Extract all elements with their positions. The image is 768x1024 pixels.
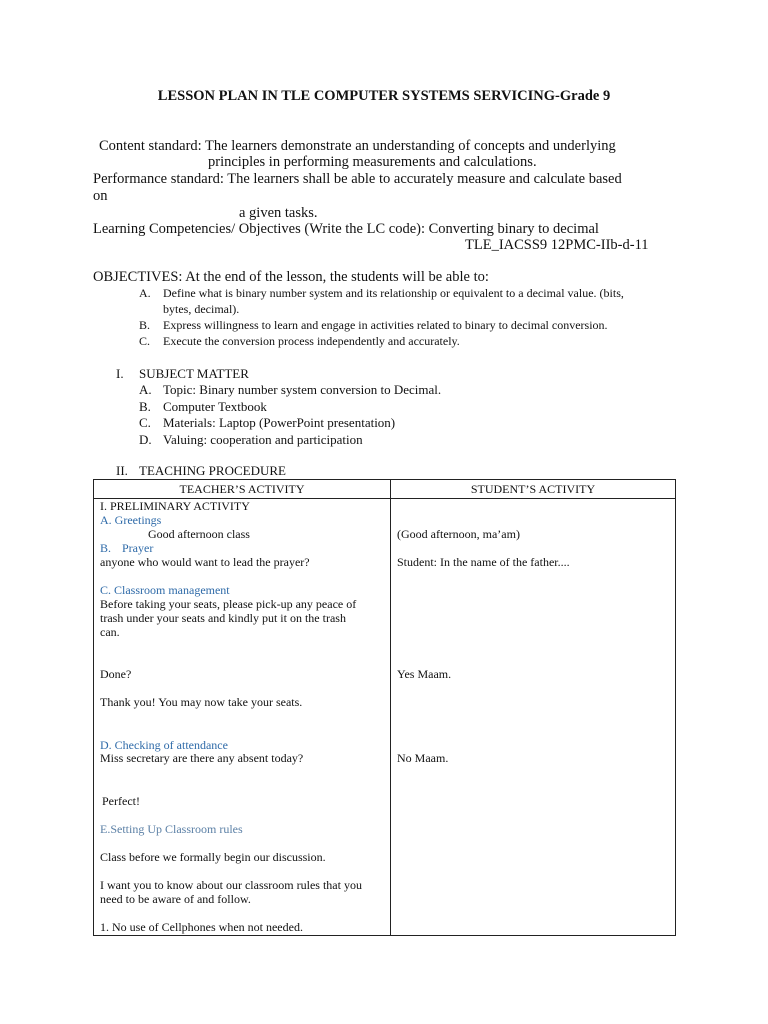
attendance-heading: D. Checking of attendance	[100, 738, 228, 752]
management-line: trash under your seats and kindly put it on the trash	[100, 611, 346, 625]
table-row	[94, 499, 676, 936]
objective-marker: B.	[139, 318, 151, 332]
classroom-rules-heading: E.Setting Up Classroom rules	[100, 822, 243, 836]
subject-marker: B.	[139, 399, 151, 414]
subject-item: Materials: Laptop (PowerPoint presentation)	[163, 415, 396, 430]
student-done-reply: Yes Maam.	[397, 667, 452, 681]
performance-standard-line3: a given tasks.	[239, 205, 318, 221]
objectives-heading: OBJECTIVES: At the end of the lesson, the students will be able to:	[93, 269, 489, 285]
table-header-row	[94, 480, 676, 499]
objective-marker: C.	[139, 334, 151, 348]
content-standard-line2: principles in performing measurements and calculations.	[208, 154, 537, 170]
learning-competencies: Learning Competencies/ Objectives (Write the LC code): Converting binary to decimal	[93, 221, 599, 237]
performance-standard-line1: Performance standard: The learners shall be able to accurately measure and calculate based	[93, 171, 622, 187]
teaching-procedure-heading: TEACHING PROCEDURE	[139, 463, 286, 478]
student-prayer-reply: Student: In the name of the father....	[397, 555, 570, 569]
lc-code: TLE_IACSS9 12PMC-IIb-d-11	[465, 237, 649, 253]
column-header-student: STUDENT’S ACTIVITY	[391, 480, 676, 499]
subject-item: Valuing: cooperation and participation	[163, 432, 363, 447]
management-line: Before taking your seats, please pick-up any peace of	[100, 597, 357, 611]
objective-marker: A.	[139, 286, 151, 300]
prayer-text: anyone who would want to lead the prayer?	[100, 555, 310, 569]
page-title: LESSON PLAN IN TLE COMPUTER SYSTEMS SERVICING-Grade 9	[157, 88, 611, 104]
rules-intro: Class before we formally begin our discussion.	[100, 850, 326, 864]
prayer-heading: Prayer	[122, 541, 154, 555]
section-marker: II.	[116, 463, 128, 478]
greeting-text: Good afternoon class	[148, 527, 250, 541]
performance-standard-line2: on	[93, 188, 108, 204]
student-attendance-reply: No Maam.	[397, 751, 449, 765]
subject-marker: C.	[139, 415, 151, 430]
teacher-activity-cell	[94, 499, 391, 936]
attendance-text: Miss secretary are there any absent today?	[100, 751, 304, 765]
subject-item: Topic: Binary number system conversion to Decimal.	[163, 382, 442, 397]
classroom-management-heading: C. Classroom management	[100, 583, 230, 597]
objective-item: Express willingness to learn and engage in activities related to binary to decimal conversion.	[163, 318, 608, 332]
subject-matter-heading: SUBJECT MATTER	[139, 366, 249, 381]
greetings-heading: A. Greetings	[100, 513, 162, 527]
perfect-text: Perfect!	[102, 794, 140, 808]
rule-item: 1. No use of Cellphones when not needed.	[100, 920, 303, 934]
student-greeting-reply: (Good afternoon, ma’am)	[397, 527, 520, 541]
objective-item-cont: bytes, decimal).	[163, 302, 240, 316]
content-standard-line1: Content standard: The learners demonstrate an understanding of concepts and underlying	[99, 138, 616, 154]
column-header-teacher: TEACHER’S ACTIVITY	[94, 480, 391, 499]
thank-you-text: Thank you! You may now take your seats.	[100, 695, 303, 709]
done-question: Done?	[100, 667, 132, 681]
prayer-marker: B.	[100, 541, 112, 555]
rules-line: I want you to know about our classroom rules that you	[100, 878, 362, 892]
rules-line: need to be aware of and follow.	[100, 892, 251, 906]
teaching-procedure-table	[93, 479, 676, 936]
objective-item: Execute the conversion process independently and accurately.	[163, 334, 460, 348]
student-activity-cell	[391, 499, 676, 936]
objective-item: Define what is binary number system and its relationship or equivalent to a decimal value. (bits,	[163, 286, 624, 300]
subject-marker: A.	[139, 382, 152, 397]
section-marker: I.	[116, 366, 124, 381]
subject-marker: D.	[139, 432, 152, 447]
preliminary-activity: I. PRELIMINARY ACTIVITY	[100, 499, 250, 513]
subject-item: Computer Textbook	[163, 399, 267, 414]
management-line: can.	[100, 625, 120, 639]
